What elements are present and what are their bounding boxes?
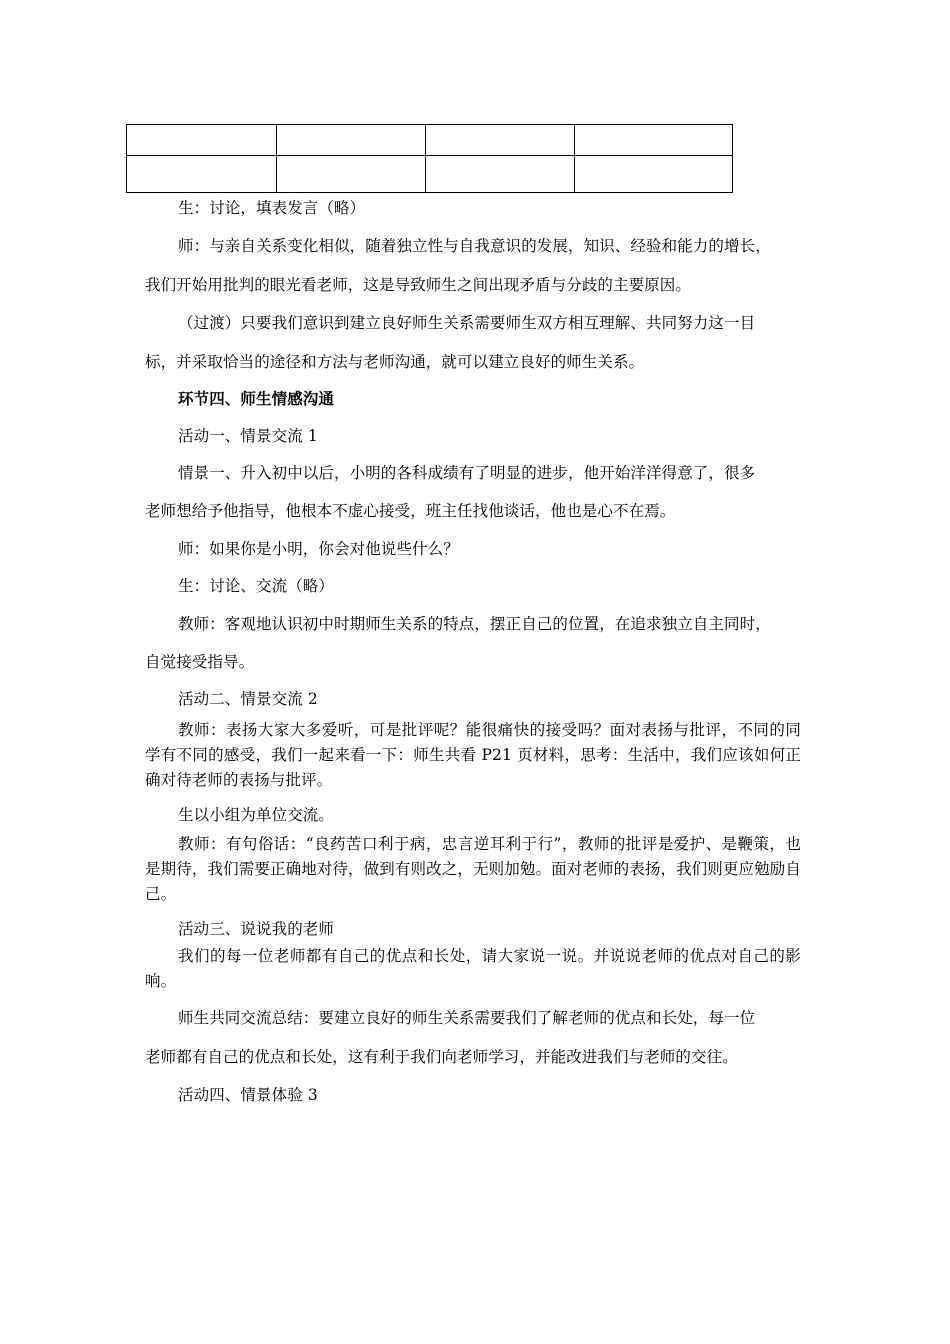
table-row — [127, 125, 733, 156]
paragraph-line: 老师都有自己的优点和长处，这有利于我们向老师学习，并能改进我们与老师的交往。 — [145, 1048, 738, 1066]
paragraph: 我们的每一位老师都有自己的优点和长处，请大家说一说。并说说老师的优点对自己的影响。 — [145, 947, 801, 990]
paragraph-line: 教师：客观地认识初中时期师生关系的特点，摆正自己的位置，在追求独立自主同时， — [178, 615, 771, 633]
table-cell — [127, 156, 277, 193]
activity-heading: 活动四、情景体验 3 — [178, 1086, 318, 1104]
table-row — [127, 156, 733, 193]
paragraph-line: 我们开始用批判的眼光看老师，这是导致师生之间出现矛盾与分歧的主要原因。 — [145, 276, 692, 294]
paragraph: 教师：表扬大家大多爱听，可是批评呢？能很痛快的接受吗？面对表扬与批评，不同的同学有不同的感受，我们一起来看一下：师生共看 P21 页材料，思考：生活中，我们应该如何正确对待老师的表扬与批评。 — [145, 721, 801, 789]
table-cell — [127, 125, 277, 156]
table-cell — [575, 156, 733, 193]
activity-heading: 活动二、情景交流 2 — [178, 690, 318, 708]
paragraph-line: 老师想给予他指导，他根本不虚心接受，班主任找他谈话，他也是心不在焉。 — [145, 502, 676, 520]
activity-heading: 活动三、说说我的老师 — [178, 920, 335, 938]
blank-table — [126, 124, 733, 193]
table-cell — [277, 156, 426, 193]
paragraph: 教师：有句俗话：“良药苦口利于病，忠言逆耳利于行”，教师的批评是爱护、是鞭策，也是期待，我们需要正确地对待，做到有则改之，无则加勉。面对老师的表扬，我们则更应勉励自己。 — [145, 835, 801, 903]
paragraph-line: 生：讨论、交流（略） — [178, 577, 335, 595]
table-cell — [426, 125, 575, 156]
paragraph-line: 情景一、升入初中以后，小明的各科成绩有了明显的进步，他开始洋洋得意了，很多 — [178, 464, 756, 482]
paragraph-line: （过渡）只要我们意识到建立良好师生关系需要师生双方相互理解、共同努力这一目 — [178, 314, 756, 332]
section-heading: 环节四、师生情感沟通 — [178, 389, 335, 408]
activity-heading: 活动一、情景交流 1 — [178, 427, 318, 445]
paragraph-line: 生：讨论，填表发言（略） — [178, 199, 366, 217]
paragraph-line: 标，并采取恰当的途径和方法与老师沟通，就可以建立良好的师生关系。 — [145, 353, 645, 371]
table-cell — [277, 125, 426, 156]
paragraph-line: 师：与亲自关系变化相似，随着独立性与自我意识的发展，知识、经验和能力的增长， — [178, 237, 771, 255]
paragraph-line: 师：如果你是小明，你会对他说些什么？ — [178, 540, 459, 558]
paragraph-line: 自觉接受指导。 — [145, 653, 255, 671]
table-cell — [575, 125, 733, 156]
table-cell — [426, 156, 575, 193]
paragraph-line: 师生共同交流总结：要建立良好的师生关系需要我们了解老师的优点和长处，每一位 — [178, 1009, 756, 1027]
paragraph-line: 生以小组为单位交流。 — [178, 806, 335, 824]
